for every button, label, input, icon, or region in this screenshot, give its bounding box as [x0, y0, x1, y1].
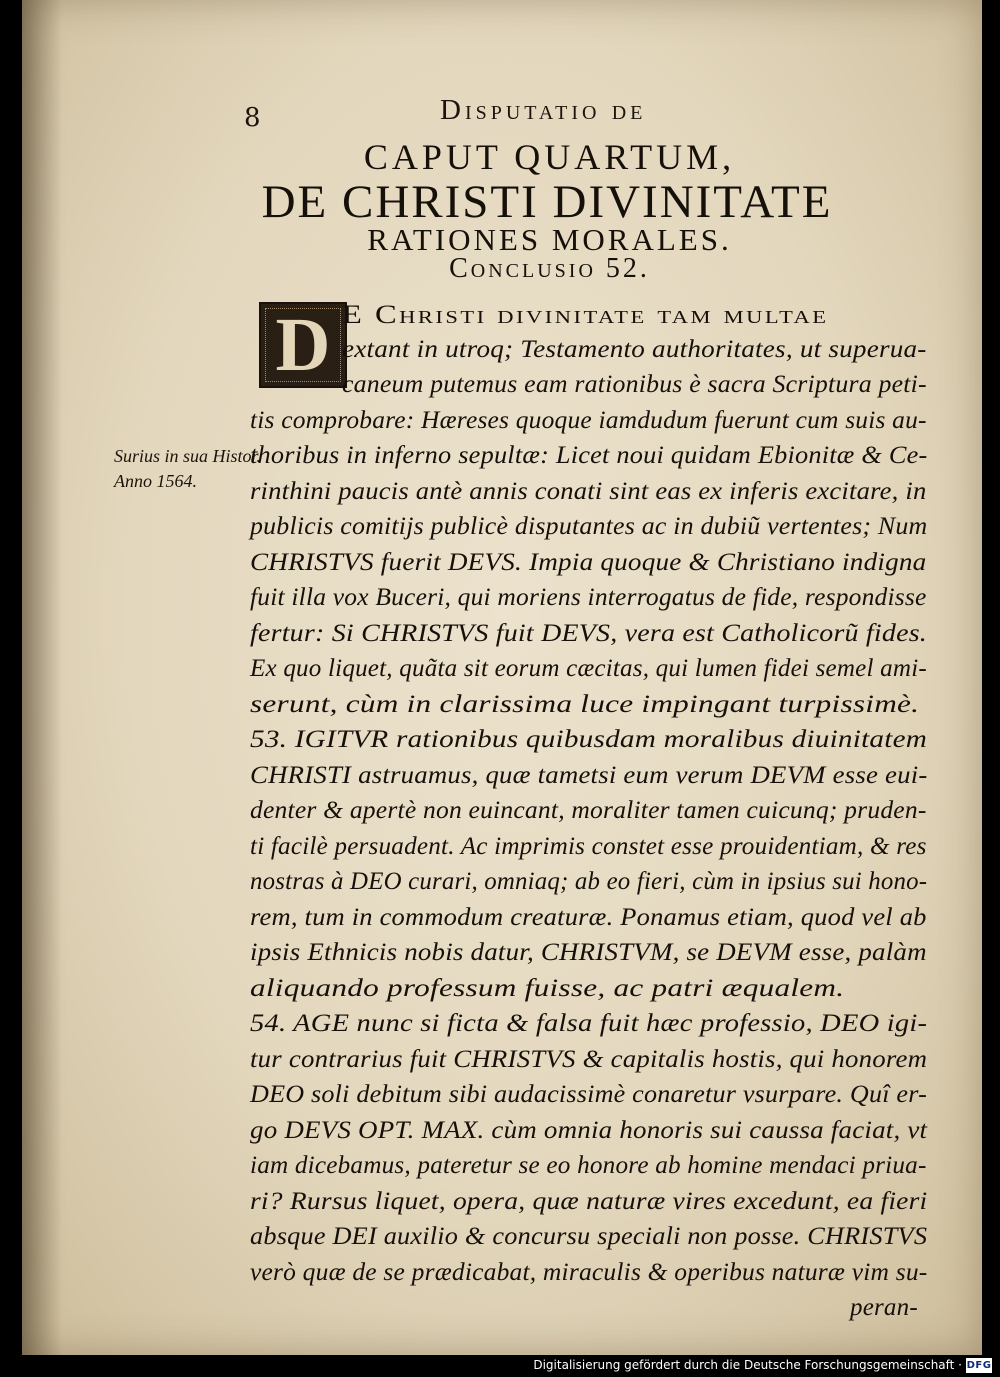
chapter-title: CAPUT QUARTUM, — [363, 137, 736, 177]
running-head: Disputatio de — [440, 94, 647, 126]
text-line: thoribus in inferno sepultæ: Licet noui quidam Ebionitæ & Ce- — [250, 442, 928, 469]
text-line: iam dicebamus, pateretur se eo honore ab homine mendaci priua- — [250, 1152, 927, 1179]
initial-letter: D — [275, 303, 331, 387]
text-line: E Christi divinitate tam multae — [342, 300, 829, 329]
text-line: caneum putemus eam rationibus è sacra Scriptura peti- — [342, 371, 927, 398]
text-line: go DEVS OPT. MAX. cùm omnia honoris sui caussa faciat, vt — [250, 1116, 928, 1144]
text-line: nostras à DEO curari, omniaq; ab eo fieri, cùm in ipsius sui hono- — [250, 868, 928, 895]
text-line: ipsis Ethnicis nobis datur, CHRISTVM, se DEVM esse, palàm — [250, 939, 927, 966]
dfg-logo: DFG — [966, 1360, 992, 1371]
ornamental-initial — [259, 302, 347, 388]
text-line: Ex quo liquet, quãta sit eorum cæcitas, qui lumen fidei semel ami- — [250, 655, 927, 682]
text-line: publicis comitijs publicè disputantes ac in dubiũ vertentes; Num — [250, 513, 928, 540]
text-line: fertur: Si CHRISTVS fuit DEVS, vera est Catholicorũ fides. — [250, 619, 927, 647]
margin-note: Surius in sua Histor. Anno 1564. — [114, 446, 262, 491]
text-line: denter & apertè non euincant, moraliter tamen cuicunq; pruden- — [250, 797, 927, 824]
conclusion-heading: Conclusio 52. — [449, 253, 650, 284]
text-line: ri? Rursus liquet, opera, quæ naturæ vires excedunt, ea fieri — [250, 1187, 928, 1215]
text-line: DEO soli debitum sibi audacissimè conaretur vsurpare. Quî er- — [250, 1081, 927, 1108]
chapter-subject: DE CHRISTI DIVINITATE — [261, 176, 833, 228]
text-line: 53. IGITVR rationibus quibusdam moralibus diuinitatem — [250, 726, 928, 753]
text-line: rinthini paucis antè annis conati sint eas ex inferis excitare, in — [250, 477, 927, 505]
chapter-subtitle: RATIONES MORALES. — [367, 222, 732, 257]
funding-credit: Digitalisierung gefördert durch die Deutsche Forschungsgemeinschaft · — [533, 1358, 962, 1372]
text-line: 54. AGE nunc si ficta & falsa fuit hæc professio, DEO igi- — [250, 1010, 928, 1037]
text-line: rem, tum in commodum creaturæ. Ponamus etiam, quod vel ab — [250, 903, 927, 931]
text-line: verò quæ de se prædicabat, miraculis & operibus naturæ vim su- — [250, 1258, 928, 1286]
text-line: tur contrarius fuit CHRISTVS & capitalis hostis, qui honorem — [250, 1045, 928, 1073]
page-number: 8 — [244, 103, 261, 133]
text-line: absque DEI auxilio & concursu speciali non posse. CHRISTVS — [250, 1223, 928, 1250]
book-page — [22, 0, 982, 1355]
text-line: CHRISTI astruamus, quæ tametsi eum verum DEVM esse eui- — [250, 761, 928, 789]
text-line: extant in utroq; Testamento authoritates, ut superua- — [342, 335, 927, 363]
text-line: tis comprobare: Hæreses quoque iamdudum fuerunt cum suis au- — [250, 406, 927, 434]
text-line: aliquando professum fuisse, ac patri æqualem. — [250, 974, 845, 1002]
text-line: CHRISTVS fuerit DEVS. Impia quoque & Christiano indigna — [250, 548, 927, 576]
text-line: fuit illa vox Buceri, qui moriens interrogatus de fide, respondisse — [250, 584, 927, 611]
text-line: ti facilè persuadent. Ac imprimis constet esse prouidentiam, & res — [250, 832, 927, 860]
text-line: peran- — [850, 1294, 918, 1321]
text-line: serunt, cùm in clarissima luce impingant turpissimè. — [250, 690, 920, 718]
